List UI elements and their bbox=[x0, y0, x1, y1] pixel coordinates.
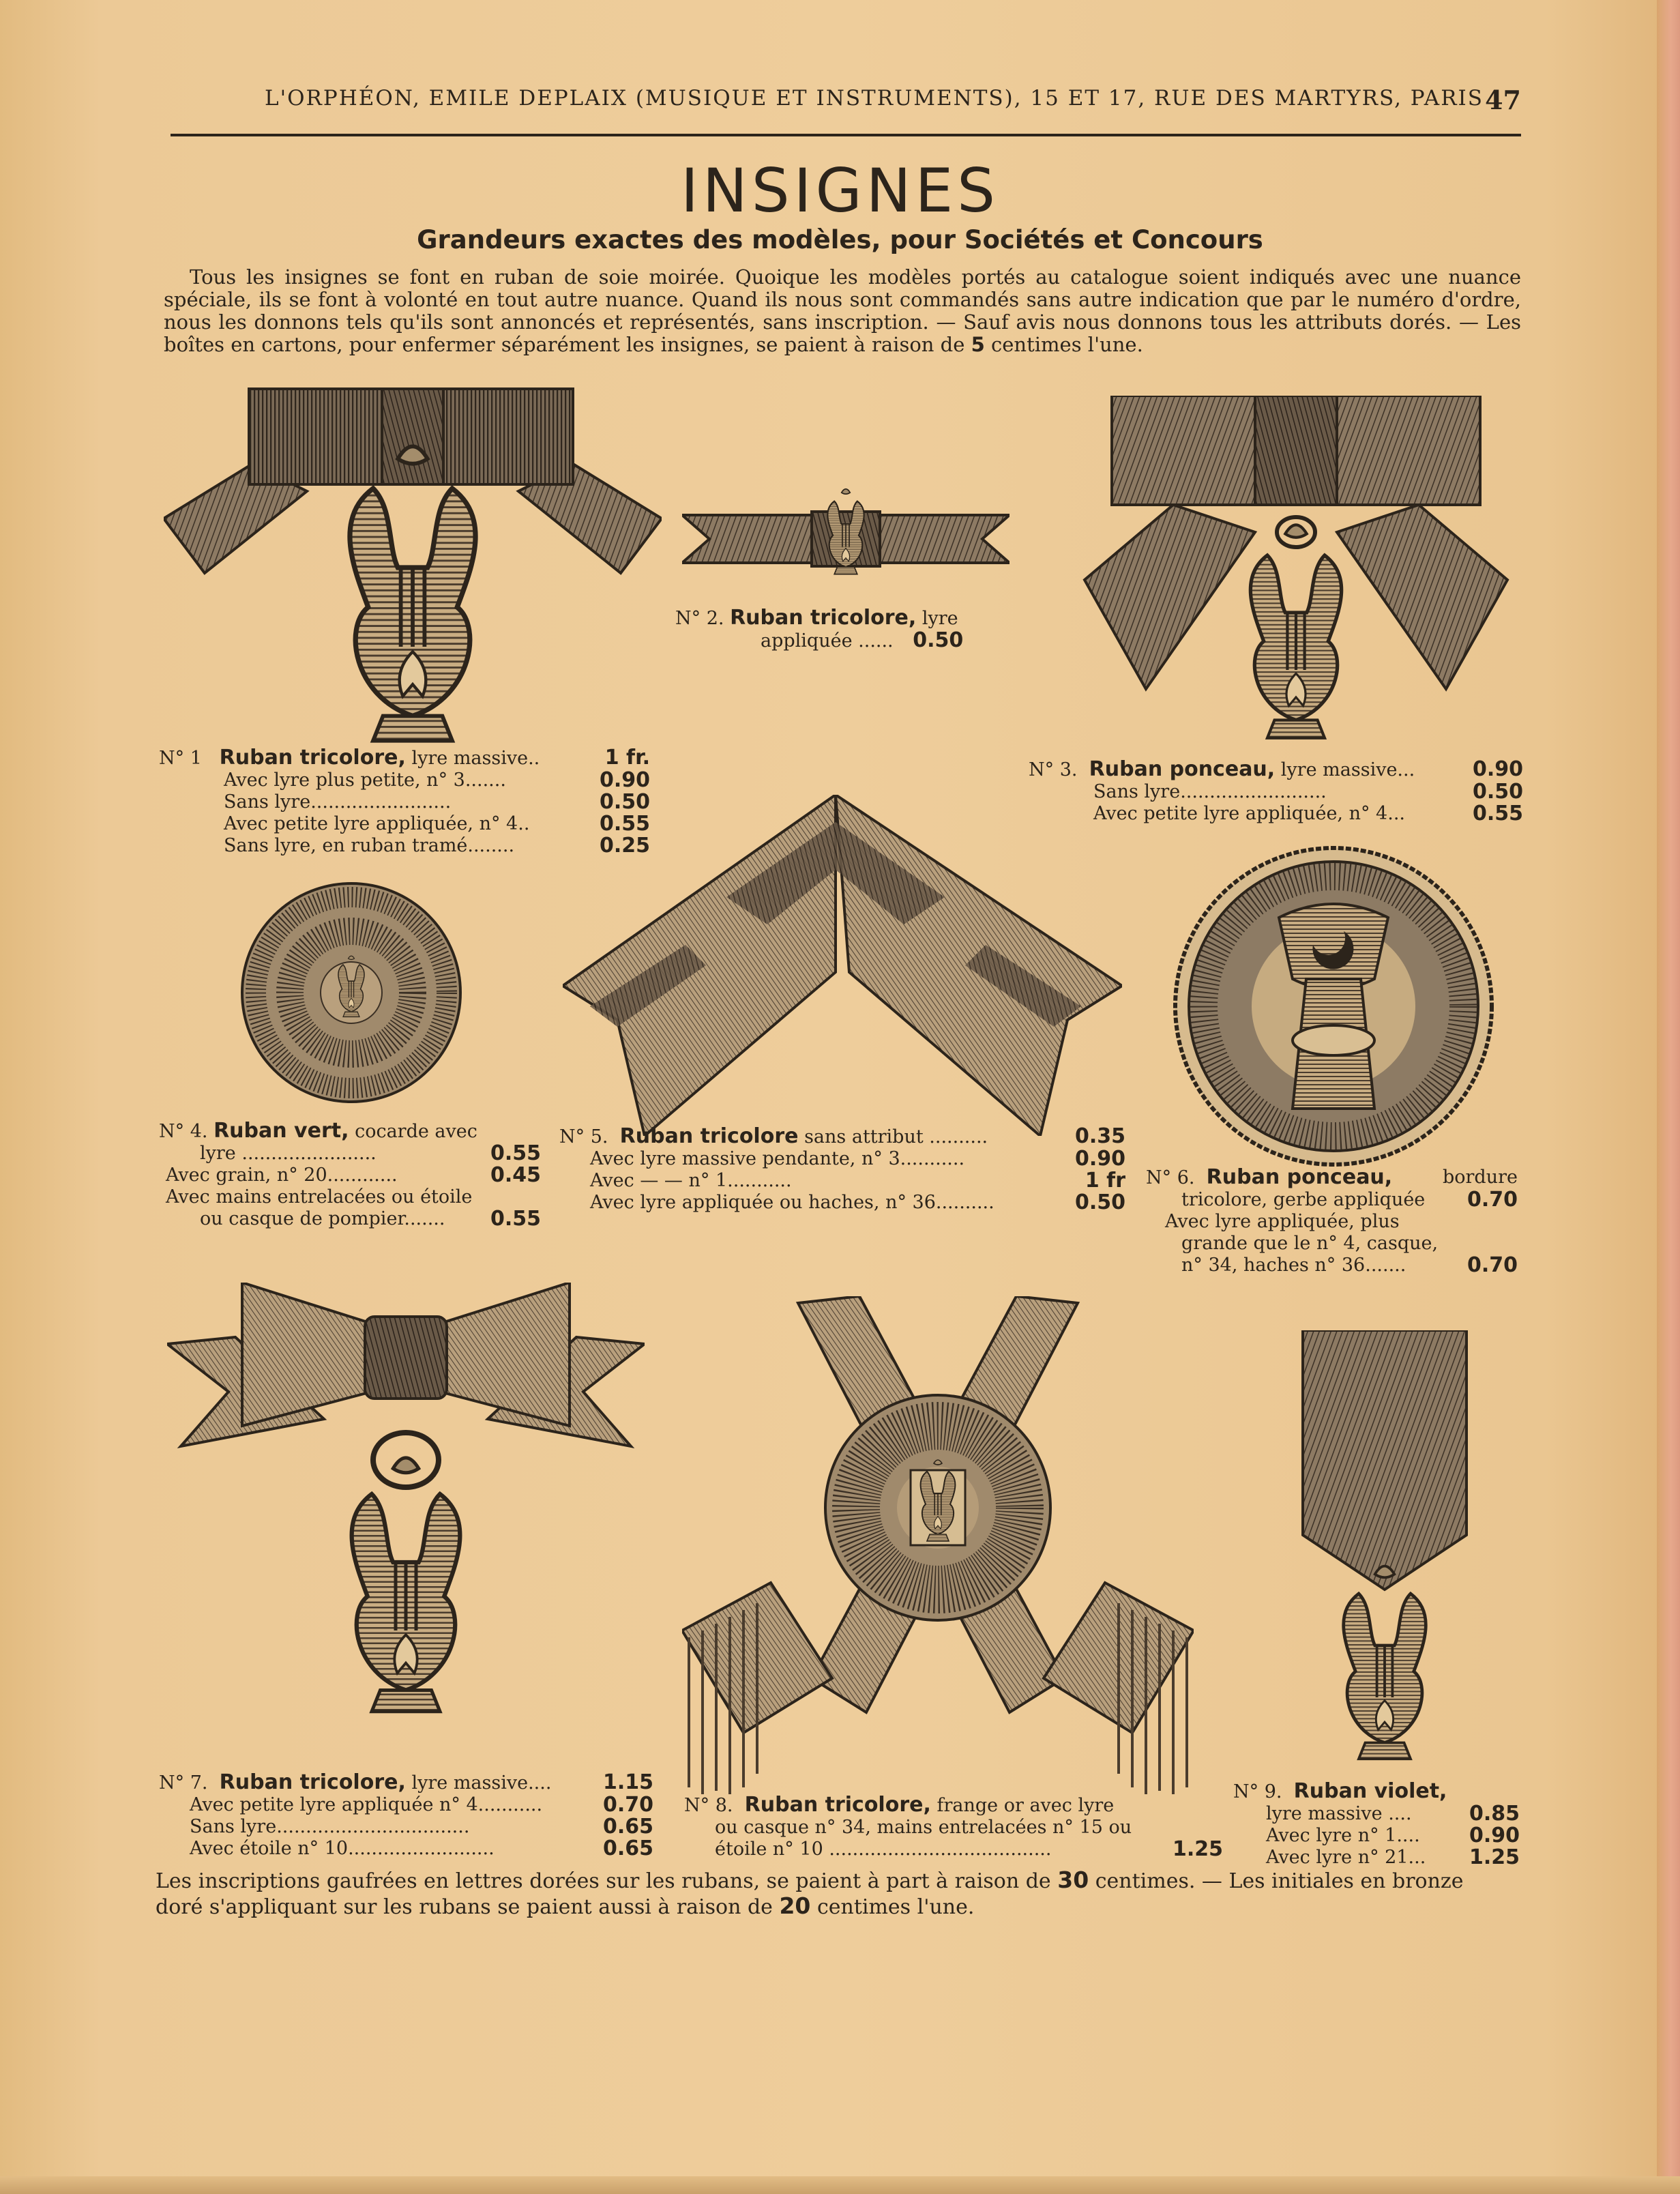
page-edge bbox=[1657, 0, 1680, 2194]
insigne-7-illustration bbox=[167, 1283, 645, 1760]
item-price: 1 fr. bbox=[604, 746, 650, 770]
option-row: Sans lyre........................ 0.50 bbox=[224, 790, 650, 814]
item-price: 0.50 bbox=[913, 628, 964, 652]
page-subtitle: Grandeurs exactes des modèles, pour Sociétés et Concours bbox=[417, 225, 1263, 254]
option-row: Avec — — n° 1........... 1 fr bbox=[590, 1169, 1125, 1193]
header-text: L'ORPHÉON, EMILE DEPLAIX (MUSIQUE ET INSTRUMENTS), 15 ET 17, RUE DES MARTYRS, PARIS bbox=[265, 86, 1484, 111]
item-price: 0.35 bbox=[1074, 1124, 1125, 1148]
item-name: Ruban violet, bbox=[1293, 1779, 1447, 1803]
item-name: Ruban tricolore, bbox=[730, 606, 917, 630]
item-name: Ruban tricolore, bbox=[219, 746, 406, 770]
option-row: Avec lyre massive pendante, n° 3........... 0.90 bbox=[590, 1147, 1125, 1171]
page-number: 47 bbox=[1485, 85, 1521, 115]
running-header bbox=[171, 86, 1521, 136]
option-row: Sans lyre................................. 0.65 bbox=[190, 1815, 653, 1839]
item-name: Ruban ponceau, bbox=[1206, 1165, 1393, 1189]
item-options bbox=[159, 770, 650, 857]
insigne-3-caption: N° 3. Ruban ponceau, lyre massive... 0.90 Sans lyre......................... 0.50 Avec petite lyre appliquée, n° 4... 0.55 bbox=[1029, 757, 1523, 825]
option-row: Avec petite lyre appliquée, n° 4.. 0.55 bbox=[224, 812, 650, 836]
option-row: Avec lyre n° 21... 1.25 bbox=[1266, 1845, 1520, 1869]
insigne-6-caption: N° 6. Ruban ponceau, bordure tricolore, gerbe appliquée 0.70 Avec lyre appliquée, plus grande que le n° 4, casque, n° 34, haches n° 36....... 0.70 bbox=[1146, 1165, 1518, 1277]
intro-text: Tous les insignes se font en ruban de soie moirée. Quoique les modèles portés au catalogue soient indiqués avec une nuance spéciale, ils se font à volonté en tout autre nuance. Quand ils nous sont commandés sans autre indication que par le numéro d'ordre, nous les donnons tels qu'ils sont annoncés et représentés, sans inscription. — Sauf avis nous donnons tous les attributs dorés. — Les boîtes en cartons, pour enfermer séparément les insignes, se paient à raison de bbox=[164, 265, 1521, 356]
option-row: Avec petite lyre appliquée n° 4........... 0.70 bbox=[190, 1793, 653, 1817]
option-row: Avec lyre n° 1.... 0.90 bbox=[1266, 1824, 1520, 1847]
item-name: Ruban tricolore, bbox=[219, 1770, 406, 1794]
item-name: Ruban tricolore bbox=[619, 1124, 799, 1148]
page-title: INSIGNES bbox=[680, 156, 1000, 226]
item-price: 1.15 bbox=[602, 1770, 653, 1794]
intro-end: centimes l'une. bbox=[991, 333, 1143, 356]
option-row: lyre massive .... 0.85 bbox=[1266, 1802, 1520, 1826]
option-row: Avec petite lyre appliquée, n° 4... 0.55 bbox=[1093, 802, 1523, 825]
insigne-4-illustration bbox=[235, 880, 467, 1105]
option-row: Avec lyre appliquée ou haches, n° 36.......... 0.50 bbox=[590, 1190, 1125, 1214]
insigne-4-caption: N° 4. Ruban vert, cocarde avec lyre ....................... 0.55 Avec grain, n° 20............ 0.45 Avec mains entrelacées ou étoile ou casque de pompier....... 0.55 bbox=[159, 1119, 541, 1231]
item-number: N° 1 bbox=[159, 748, 202, 769]
insigne-9-illustration bbox=[1296, 1330, 1473, 1774]
option-row: Avec étoile n° 10......................... 0.65 bbox=[190, 1837, 653, 1860]
item-price: 0.90 bbox=[1472, 757, 1523, 781]
insigne-6-illustration bbox=[1170, 843, 1497, 1170]
item-name: Ruban ponceau, bbox=[1089, 757, 1276, 781]
option-row: Sans lyre, en ruban tramé........ 0.25 bbox=[224, 834, 650, 858]
insigne-3-illustration bbox=[1064, 396, 1528, 750]
insigne-8-caption: N° 8. Ruban tricolore, frange or avec lyre ou casque n° 34, mains entrelacées n° 15 ou étoile n° 10 ...................................... 1.25 bbox=[684, 1793, 1223, 1861]
footer-amount-1: 30 bbox=[1057, 1867, 1089, 1893]
footer-amount-2: 20 bbox=[779, 1892, 811, 1919]
item-desc: lyre massive.. bbox=[411, 748, 540, 769]
footer-note: Les inscriptions gaufrées en lettres dorées sur les rubans, se paient à part à raison de 30 centimes. — Les initiales en bronze doré s'appliquant sur les rubans se paient aussi à raison de 20 centimes l'une. bbox=[156, 1867, 1464, 1919]
insigne-2-caption: N° 2. Ruban tricolore, lyre appliquée ...... 0.50 bbox=[675, 606, 964, 652]
insigne-9-caption: N° 9. Ruban violet, lyre massive .... 0.85 Avec lyre n° 1.... 0.90 Avec lyre n° 21... 1.25 bbox=[1233, 1779, 1520, 1869]
insigne-1-illustration bbox=[164, 382, 662, 750]
option-row: Sans lyre......................... 0.50 bbox=[1093, 780, 1523, 804]
insigne-8-illustration bbox=[682, 1296, 1194, 1801]
intro-amount: 5 bbox=[971, 333, 985, 356]
page-bottom-edge bbox=[0, 2176, 1680, 2194]
intro-paragraph bbox=[164, 266, 1521, 356]
insigne-2-illustration bbox=[682, 488, 1010, 590]
item-name: Ruban tricolore, bbox=[744, 1793, 931, 1817]
insigne-5-caption: N° 5. Ruban tricolore sans attribut .......... 0.35 Avec lyre massive pendante, n° 3........... 0.90 Avec — — n° 1........... 1 fr Avec lyre appliquée ou haches, n° 36.......... 0.50 bbox=[559, 1124, 1125, 1214]
insigne-1-caption bbox=[159, 747, 650, 857]
item-name: Ruban vert, bbox=[213, 1119, 349, 1143]
option-row: Avec lyre plus petite, n° 3....... 0.90 bbox=[224, 768, 650, 792]
insigne-7-caption: N° 7. Ruban tricolore, lyre massive.... 1.15 Avec petite lyre appliquée n° 4........... 0.70 Sans lyre................................. 0.65 Avec étoile n° 10......................... 0.65 bbox=[159, 1770, 653, 1860]
